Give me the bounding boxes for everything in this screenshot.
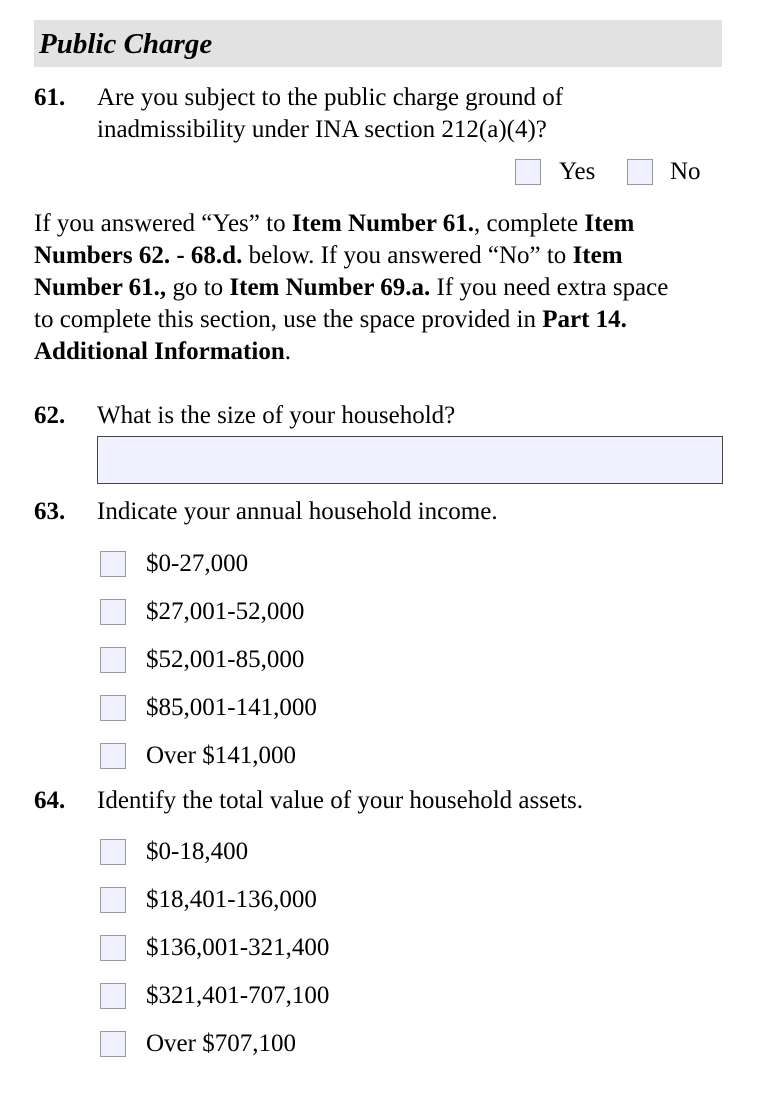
q64-option-checkbox[interactable] xyxy=(100,839,126,865)
q64-option-label: $136,001-321,400 xyxy=(146,934,330,961)
q64-option-checkbox[interactable] xyxy=(100,983,126,1009)
part-reference: Part 14. xyxy=(542,306,627,333)
q63-option-checkbox[interactable] xyxy=(100,743,126,769)
instructions-text: to complete this section, use the space provided in xyxy=(34,306,543,333)
q63-option-checkbox[interactable] xyxy=(100,695,126,721)
instructions-paragraph xyxy=(34,208,724,368)
section-title: Public Charge xyxy=(39,28,213,60)
q64-option-label: $321,401-707,100 xyxy=(146,982,330,1009)
q61-no-label: No xyxy=(670,158,701,185)
q63-option-label: $52,001-85,000 xyxy=(146,646,305,673)
q61-yes-checkbox[interactable] xyxy=(515,159,541,185)
part-reference: Additional Information xyxy=(34,338,285,365)
instructions-line-5 xyxy=(34,336,724,368)
instructions-line-4 xyxy=(34,304,724,336)
item-reference: Numbers 62. - 68.d. xyxy=(34,242,243,269)
q63-option-checkbox[interactable] xyxy=(100,551,126,577)
instructions-text: If you answered “Yes” to xyxy=(34,210,292,237)
q61-text-line2: inadmissibility under INA section 212(a)(4)? xyxy=(97,116,547,143)
instructions-text: , complete xyxy=(473,210,585,237)
q64-option-checkbox[interactable] xyxy=(100,1031,126,1057)
item-reference: Item xyxy=(584,210,635,237)
q64-option-checkbox[interactable] xyxy=(100,887,126,913)
item-reference: Number 61., xyxy=(34,274,167,301)
q64-text: Identify the total value of your household assets. xyxy=(97,787,583,814)
q63-option-checkbox[interactable] xyxy=(100,599,126,625)
q61-number: 61. xyxy=(34,84,66,111)
q64-option-checkbox[interactable] xyxy=(100,935,126,961)
household-size-input[interactable] xyxy=(97,436,723,484)
instructions-text: go to xyxy=(166,274,230,301)
q63-option-label: Over $141,000 xyxy=(146,742,296,769)
item-reference: Item Number 69.a. xyxy=(229,274,431,301)
instructions-text: . xyxy=(284,338,291,365)
instructions-text: below. If you answered “No” to xyxy=(242,242,573,269)
q63-text: Indicate your annual household income. xyxy=(97,498,498,525)
q62-text: What is the size of your household? xyxy=(97,402,456,429)
instructions-text: If you need extra space xyxy=(430,274,669,301)
q64-number: 64. xyxy=(34,787,66,814)
instructions-line-2 xyxy=(34,240,724,272)
instructions-line-3 xyxy=(34,272,724,304)
q63-option-checkbox[interactable] xyxy=(100,647,126,673)
q63-option-label: $85,001-141,000 xyxy=(146,694,317,721)
q63-number: 63. xyxy=(34,498,66,525)
q61-no-checkbox[interactable] xyxy=(627,159,653,185)
q64-option-label: Over $707,100 xyxy=(146,1030,296,1057)
q64-option-label: $0-18,400 xyxy=(146,838,249,865)
instructions-line-1 xyxy=(34,208,724,240)
item-reference: Item Number 61. xyxy=(291,210,474,237)
q61-text-line1: Are you subject to the public charge ground of xyxy=(97,84,564,111)
item-reference: Item xyxy=(572,242,623,269)
q63-option-label: $27,001-52,000 xyxy=(146,598,305,625)
q64-option-label: $18,401-136,000 xyxy=(146,886,317,913)
q61-yes-label: Yes xyxy=(559,158,596,185)
q63-option-label: $0-27,000 xyxy=(146,550,249,577)
q62-number: 62. xyxy=(34,402,66,429)
